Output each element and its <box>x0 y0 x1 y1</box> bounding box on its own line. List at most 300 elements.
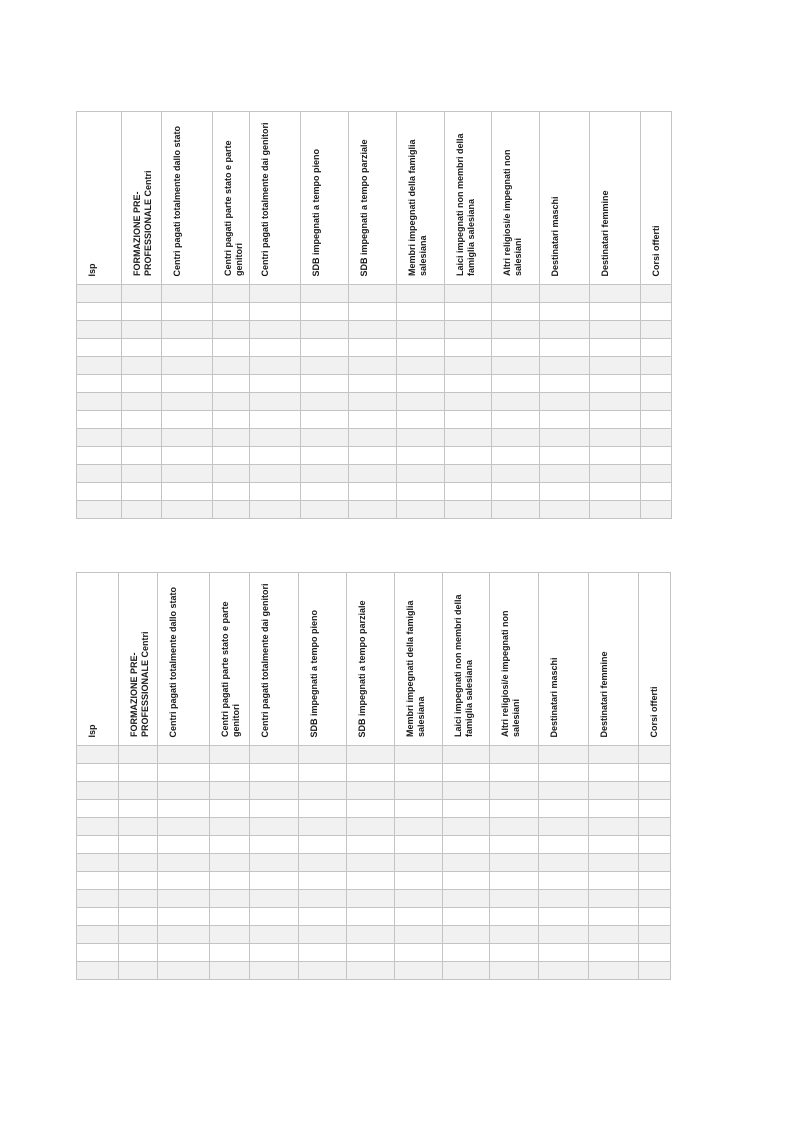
column-header-label: Altri religiosi/e impegnati non salesiani <box>502 149 523 276</box>
table-cell <box>162 501 213 519</box>
table-row <box>77 926 671 944</box>
table-cell <box>119 764 158 782</box>
table-cell <box>539 890 589 908</box>
column-header-label: Laici impegnati non membri della famiglia salesiana <box>453 594 474 737</box>
column-header <box>539 573 589 746</box>
table-cell <box>213 303 250 321</box>
column-header-label: Centri pagati totalmente dai genitori <box>260 582 270 737</box>
table-cell <box>395 926 443 944</box>
table-cell <box>641 483 672 501</box>
table-row <box>77 944 671 962</box>
table-cell <box>250 411 301 429</box>
table-cell <box>397 465 445 483</box>
column-header-label: SDB impegnati a tempo pieno <box>311 148 321 276</box>
column-header-label: Corsi offerti <box>651 224 661 276</box>
column-header-label: Altri religiosi/e impegnati non salesiani <box>500 610 521 737</box>
table-cell <box>299 800 347 818</box>
table-cell <box>122 483 162 501</box>
table-cell <box>301 411 349 429</box>
table-cell <box>445 375 492 393</box>
table-cell <box>539 908 589 926</box>
table-cell <box>162 285 213 303</box>
table-cell <box>77 501 122 519</box>
column-header <box>349 112 397 285</box>
table-cell <box>347 764 395 782</box>
table-cell <box>590 483 641 501</box>
table-cell <box>77 890 119 908</box>
table-row <box>77 393 672 411</box>
column-header <box>490 573 539 746</box>
table-cell <box>77 393 122 411</box>
table-cell <box>299 890 347 908</box>
table-cell <box>122 321 162 339</box>
table-cell <box>158 818 210 836</box>
table-cell <box>349 303 397 321</box>
table-cell <box>639 836 671 854</box>
table-cell <box>250 944 299 962</box>
table-cell <box>490 908 539 926</box>
table-cell <box>590 303 641 321</box>
table-cell <box>540 501 590 519</box>
table-cell <box>641 465 672 483</box>
table-cell <box>641 375 672 393</box>
table-cell <box>539 782 589 800</box>
table-cell <box>490 836 539 854</box>
table-cell <box>397 357 445 375</box>
survey-table-1 <box>76 111 672 519</box>
table-cell <box>590 339 641 357</box>
table-cell <box>347 890 395 908</box>
table-cell <box>539 872 589 890</box>
table-cell <box>347 836 395 854</box>
table-cell <box>77 818 119 836</box>
table-cell <box>492 285 540 303</box>
table-cell <box>490 854 539 872</box>
table-row <box>77 854 671 872</box>
table-cell <box>347 800 395 818</box>
column-header <box>250 573 299 746</box>
table-row <box>77 465 672 483</box>
table-cell <box>347 818 395 836</box>
table-cell <box>122 393 162 411</box>
column-header-label: Membri impegnati della famiglia salesiana <box>405 600 426 737</box>
table-cell <box>589 926 639 944</box>
table-cell <box>299 746 347 764</box>
table-cell <box>349 465 397 483</box>
table-cell <box>213 483 250 501</box>
column-header <box>158 573 210 746</box>
table-cell <box>213 447 250 465</box>
table-cell <box>445 501 492 519</box>
column-header-label: SDB impegnati a tempo parziale <box>359 138 369 276</box>
table-cell <box>122 339 162 357</box>
table-cell <box>301 465 349 483</box>
table-cell <box>347 782 395 800</box>
table-cell <box>158 926 210 944</box>
table-row <box>77 501 672 519</box>
table-cell <box>443 782 490 800</box>
table-cell <box>540 483 590 501</box>
table-cell <box>395 890 443 908</box>
table-cell <box>347 854 395 872</box>
table-cell <box>492 375 540 393</box>
table-cell <box>589 854 639 872</box>
column-header <box>122 112 162 285</box>
table-cell <box>349 429 397 447</box>
table-cell <box>250 285 301 303</box>
table-cell <box>162 483 213 501</box>
table-cell <box>299 908 347 926</box>
table-cell <box>122 447 162 465</box>
table-cell <box>119 746 158 764</box>
table-cell <box>639 818 671 836</box>
table-cell <box>590 501 641 519</box>
column-header <box>590 112 641 285</box>
table-row <box>77 890 671 908</box>
table-cell <box>443 836 490 854</box>
table-cell <box>210 962 250 980</box>
table-cell <box>162 447 213 465</box>
table-cell <box>492 501 540 519</box>
column-header <box>119 573 158 746</box>
table-row <box>77 447 672 465</box>
table-cell <box>250 908 299 926</box>
table-row <box>77 746 671 764</box>
table-cell <box>490 926 539 944</box>
table-cell <box>210 944 250 962</box>
table-cell <box>210 764 250 782</box>
survey-table-2 <box>76 572 671 980</box>
table-cell <box>347 944 395 962</box>
table-cell <box>639 800 671 818</box>
table-cell <box>77 908 119 926</box>
table-cell <box>299 818 347 836</box>
table-cell <box>77 429 122 447</box>
table-cell <box>347 962 395 980</box>
column-header-label: FORMAZIONE PRE-PROFESSIONALE Centri <box>129 631 150 737</box>
table-cell <box>589 962 639 980</box>
table-cell <box>250 339 301 357</box>
table-cell <box>349 357 397 375</box>
table-cell <box>250 890 299 908</box>
table-cell <box>590 411 641 429</box>
table-cell <box>590 357 641 375</box>
table-cell <box>540 321 590 339</box>
table-cell <box>349 501 397 519</box>
table-cell <box>540 465 590 483</box>
table-cell <box>250 926 299 944</box>
table-cell <box>210 854 250 872</box>
table-cell <box>590 465 641 483</box>
table-cell <box>539 836 589 854</box>
table-cell <box>250 429 301 447</box>
table-cell <box>158 872 210 890</box>
table-cell <box>77 926 119 944</box>
table-cell <box>445 429 492 447</box>
header-row <box>77 112 672 285</box>
table-cell <box>122 429 162 447</box>
table-cell <box>490 872 539 890</box>
table-cell <box>158 800 210 818</box>
table-cell <box>490 818 539 836</box>
table-cell <box>301 393 349 411</box>
table-cell <box>492 465 540 483</box>
table-cell <box>77 836 119 854</box>
table-cell <box>540 303 590 321</box>
table-cell <box>641 447 672 465</box>
column-header <box>213 112 250 285</box>
table-cell <box>395 746 443 764</box>
table-row <box>77 285 672 303</box>
table-cell <box>492 483 540 501</box>
table-cell <box>639 962 671 980</box>
table-cell <box>492 411 540 429</box>
table-cell <box>158 908 210 926</box>
table-cell <box>77 483 122 501</box>
table-cell <box>590 375 641 393</box>
table-cell <box>250 746 299 764</box>
table-cell <box>445 465 492 483</box>
table-cell <box>250 782 299 800</box>
table-cell <box>349 285 397 303</box>
table-cell <box>77 872 119 890</box>
table-cell <box>301 429 349 447</box>
table-cell <box>639 854 671 872</box>
table-cell <box>213 285 250 303</box>
table-cell <box>77 411 122 429</box>
table-cell <box>349 321 397 339</box>
table-cell <box>77 285 122 303</box>
table-cell <box>589 764 639 782</box>
table-cell <box>395 854 443 872</box>
table-cell <box>301 357 349 375</box>
table-cell <box>77 303 122 321</box>
table-cell <box>397 501 445 519</box>
table-row <box>77 375 672 393</box>
table-cell <box>301 303 349 321</box>
table-cell <box>250 465 301 483</box>
table-cell <box>397 447 445 465</box>
table-cell <box>639 746 671 764</box>
table-cell <box>301 501 349 519</box>
column-header <box>443 573 490 746</box>
table-cell <box>122 465 162 483</box>
table-cell <box>641 339 672 357</box>
table-cell <box>445 411 492 429</box>
table-cell <box>395 800 443 818</box>
table-cell <box>395 818 443 836</box>
table-row <box>77 962 671 980</box>
table-cell <box>250 836 299 854</box>
table-cell <box>250 818 299 836</box>
table-cell <box>77 447 122 465</box>
table-cell <box>539 818 589 836</box>
table-cell <box>397 285 445 303</box>
table-cell <box>590 393 641 411</box>
table-cell <box>490 944 539 962</box>
table-body <box>77 285 672 519</box>
table-cell <box>590 447 641 465</box>
table-cell <box>347 872 395 890</box>
table-cell <box>445 285 492 303</box>
table-cell <box>210 836 250 854</box>
table-cell <box>119 962 158 980</box>
table-cell <box>397 339 445 357</box>
table-cell <box>490 782 539 800</box>
column-header-label: Destinatari femmine <box>599 650 609 737</box>
table-cell <box>162 411 213 429</box>
table-cell <box>210 746 250 764</box>
table-cell <box>443 764 490 782</box>
column-header-label: Laici impegnati non membri della famiglia salesiana <box>455 133 476 276</box>
table-cell <box>210 818 250 836</box>
table-cell <box>443 944 490 962</box>
table-cell <box>349 375 397 393</box>
column-header <box>492 112 540 285</box>
column-header-label: Centri pagati totalmente dai genitori <box>260 121 270 276</box>
column-header-label: Destinatari femmine <box>600 189 610 276</box>
table-cell <box>162 339 213 357</box>
table-cell <box>639 890 671 908</box>
table-cell <box>639 926 671 944</box>
table-cell <box>158 890 210 908</box>
column-header-label: Membri impegnati della famiglia salesiana <box>407 139 428 276</box>
table-cell <box>213 375 250 393</box>
table-cell <box>349 411 397 429</box>
table-cell <box>397 411 445 429</box>
table-cell <box>445 483 492 501</box>
table-cell <box>299 872 347 890</box>
table-cell <box>299 854 347 872</box>
table-cell <box>445 339 492 357</box>
table-cell <box>540 429 590 447</box>
table-cell <box>77 764 119 782</box>
table-cell <box>397 375 445 393</box>
table-cell <box>250 501 301 519</box>
table-cell <box>641 429 672 447</box>
column-header <box>299 573 347 746</box>
table-cell <box>445 321 492 339</box>
table-cell <box>395 836 443 854</box>
table-cell <box>213 465 250 483</box>
table-cell <box>299 836 347 854</box>
table-cell <box>443 872 490 890</box>
table-cell <box>210 926 250 944</box>
table-cell <box>347 746 395 764</box>
table-cell <box>639 764 671 782</box>
table-cell <box>250 764 299 782</box>
column-header-label: SDB impegnati a tempo parziale <box>357 599 367 737</box>
table-cell <box>210 872 250 890</box>
table-cell <box>397 321 445 339</box>
table-cell <box>347 908 395 926</box>
table-row <box>77 782 671 800</box>
table-cell <box>589 746 639 764</box>
table-cell <box>162 393 213 411</box>
table-cell <box>250 962 299 980</box>
table-cell <box>589 872 639 890</box>
table-cell <box>301 339 349 357</box>
table-cell <box>122 303 162 321</box>
column-header <box>210 573 250 746</box>
table-cell <box>162 429 213 447</box>
column-header <box>347 573 395 746</box>
table-cell <box>301 285 349 303</box>
table-row <box>77 339 672 357</box>
table-cell <box>349 393 397 411</box>
table-row <box>77 321 672 339</box>
table-cell <box>395 962 443 980</box>
table-cell <box>445 357 492 375</box>
table-cell <box>250 375 301 393</box>
column-header <box>250 112 301 285</box>
column-header-label: Isp <box>87 262 97 276</box>
table-cell <box>299 926 347 944</box>
table-cell <box>158 836 210 854</box>
table-cell <box>250 854 299 872</box>
table-cell <box>443 746 490 764</box>
table-row <box>77 800 671 818</box>
table-cell <box>540 285 590 303</box>
table-cell <box>589 800 639 818</box>
table-row <box>77 872 671 890</box>
table-cell <box>397 483 445 501</box>
table-cell <box>641 393 672 411</box>
table-cell <box>443 926 490 944</box>
column-header-label: Centri pagati parte stato e parte genitori <box>223 140 244 276</box>
column-header <box>77 573 119 746</box>
column-header <box>589 573 639 746</box>
table-cell <box>77 854 119 872</box>
table-cell <box>122 285 162 303</box>
table-cell <box>641 411 672 429</box>
table-cell <box>639 944 671 962</box>
table-cell <box>349 483 397 501</box>
table-cell <box>443 818 490 836</box>
table-cell <box>77 375 122 393</box>
table-cell <box>162 321 213 339</box>
table-cell <box>639 872 671 890</box>
table-cell <box>445 303 492 321</box>
table-cell <box>540 357 590 375</box>
table-cell <box>492 303 540 321</box>
table-cell <box>589 944 639 962</box>
table-cell <box>158 764 210 782</box>
table-cell <box>301 447 349 465</box>
table-cell <box>641 357 672 375</box>
column-header-label: Centri pagati totalmente dallo stato <box>172 125 182 276</box>
table-cell <box>213 393 250 411</box>
table-cell <box>492 447 540 465</box>
table-row <box>77 429 672 447</box>
table-cell <box>213 501 250 519</box>
table-cell <box>77 746 119 764</box>
table-cell <box>349 339 397 357</box>
column-header <box>641 112 672 285</box>
table-cell <box>158 782 210 800</box>
table-cell <box>539 854 589 872</box>
table-cell <box>213 321 250 339</box>
table-cell <box>301 321 349 339</box>
table-cell <box>539 764 589 782</box>
table-cell <box>213 357 250 375</box>
table-cell <box>590 321 641 339</box>
table-cell <box>443 854 490 872</box>
table-cell <box>443 962 490 980</box>
table-cell <box>299 782 347 800</box>
table-body <box>77 746 671 980</box>
table-cell <box>540 447 590 465</box>
